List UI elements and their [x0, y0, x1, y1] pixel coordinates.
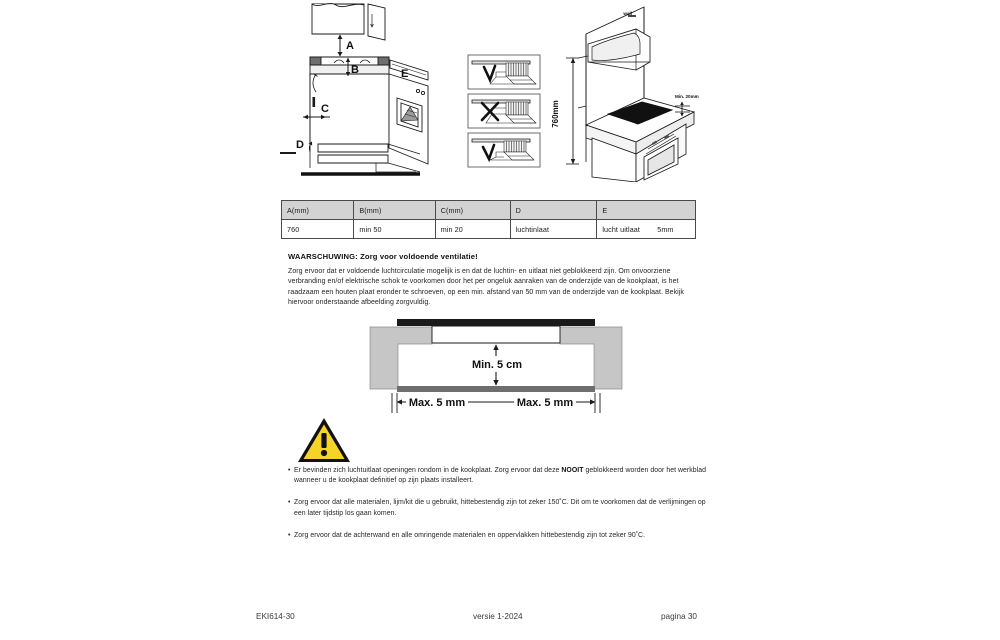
- bullet-glyph: •: [288, 499, 291, 507]
- max-right-label: Max. 5 mm: [516, 397, 574, 409]
- dimension-label-a: A: [346, 40, 354, 52]
- table-header-row: [282, 201, 696, 220]
- footer-model: EKI614-30: [256, 612, 295, 621]
- bullet-text-pre: Er bevinden zich luchtuitlaat openingen rondom in de kookplaat. Zorg ervoor dat deze: [294, 467, 562, 474]
- table-header-d: D: [510, 201, 597, 220]
- table-cell-e-value: 5mm: [657, 224, 674, 234]
- dimension-label-b: B: [351, 64, 359, 76]
- wall-label: wall: [623, 11, 632, 16]
- table-cell-a: 760: [282, 220, 354, 239]
- side-cross-section-diagram: [268, 2, 468, 180]
- footer-version: versie 1-2024: [473, 612, 523, 621]
- bullet-text-post: geblokkeerd worden door het werkblad wanneer u de kookplaat definitief op zijn plaats installeert.: [294, 467, 706, 485]
- instruction-bullet-list: [288, 466, 708, 541]
- table-cell-e-label: lucht uitlaat: [602, 224, 640, 234]
- max-left-label: Max. 5 mm: [408, 397, 466, 409]
- list-item: [288, 466, 708, 486]
- table-header-e: E: [597, 201, 696, 220]
- bullet-text-pre: Zorg ervoor dat alle materialen, lijm/kit die u gebruikt, hittebestendig zijn tot zeker 150˚C. Dit om te voorkomen dat de verlijmingen op een later tijdstip los gaan komen.: [294, 499, 706, 517]
- bullet-text-pre: Zorg ervoor dat de achterwand en alle omringende materialen en oppervlakken hittebestendig zijn tot zeker 90˚C.: [294, 531, 646, 539]
- orientation-panels-diagram: [466, 54, 584, 176]
- dimensions-table: [281, 200, 696, 239]
- table-cell-b: min 50: [354, 220, 435, 239]
- table-row: [282, 220, 696, 239]
- dimension-label-d: D: [296, 139, 304, 151]
- bullet-text-strong: NOOIT: [561, 467, 584, 474]
- list-item: [288, 531, 708, 541]
- diagram-row: [0, 0, 1000, 185]
- table-cell-c: min 20: [435, 220, 510, 239]
- clearance-label: Min. 20mm: [675, 94, 699, 99]
- footer-page-number: pagina 30: [661, 612, 697, 621]
- table-header-b: B(mm): [354, 201, 435, 220]
- page-footer: [0, 612, 1000, 628]
- table-header-a: A(mm): [282, 201, 354, 220]
- table-cell-d: luchtinlaat: [510, 220, 597, 239]
- table-cell-e: [597, 220, 696, 239]
- ventilation-section-diagram: [340, 314, 676, 424]
- min-gap-label: Min. 5 cm: [471, 359, 523, 371]
- dimension-label-e: E: [401, 68, 409, 80]
- warning-triangle-icon: [296, 416, 352, 464]
- bullet-glyph: •: [288, 467, 291, 474]
- warning-body-text: Zorg ervoor dat er voldoende luchtcirculatie mogelijk is en dat de luchtin- en uitlaat niet geblokkeerd zijn. Om onvoorziene verbranding en/of elektrische schok te voorkomen door het per ongeluk aanraken van de onderzijde van de kookplaat, is het raadzaam een houten plaat eronder te schroeven, op een min. afstand van 50 mm van de onderzijde van de kookplaat. Bekijk hiervoor onderstaande afbeelding zorgvuldig.: [288, 268, 684, 306]
- dimension-label-c: C: [321, 103, 329, 115]
- bullet-glyph: •: [288, 531, 291, 539]
- warning-heading: WAARSCHUWING: Zorg voor voldoende ventilatie!: [288, 252, 478, 261]
- table-header-c: C(mm): [435, 201, 510, 220]
- isometric-kitchen-diagram: [578, 2, 758, 182]
- height-dimension-label: 760mm: [551, 100, 560, 128]
- list-item: [288, 498, 708, 518]
